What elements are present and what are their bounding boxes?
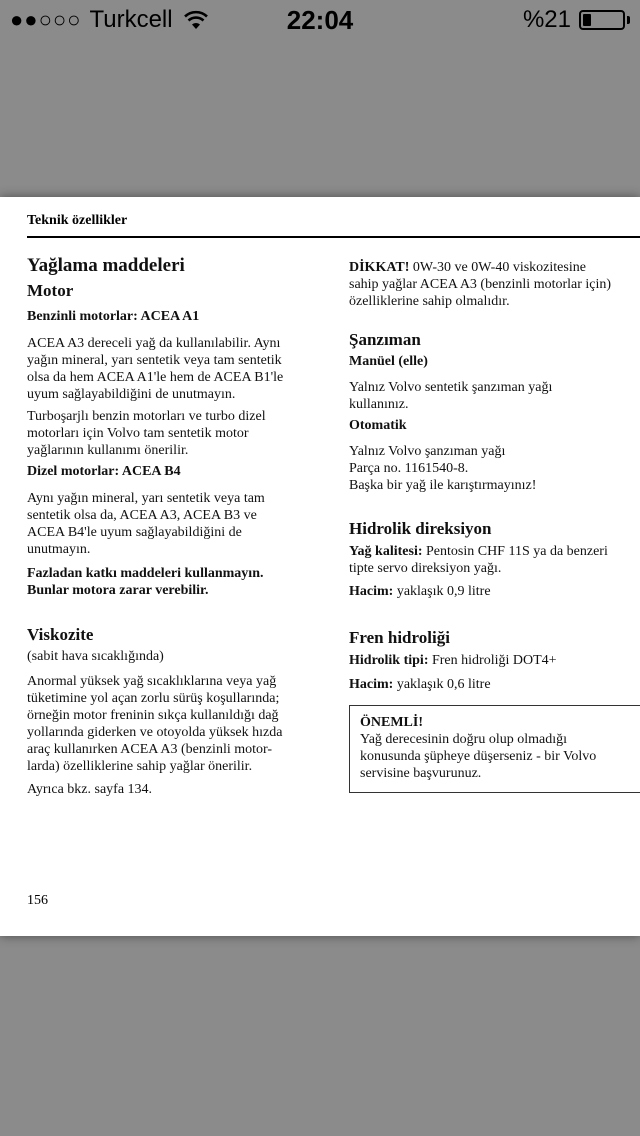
text-line: Yalnız Volvo şanzıman yağı	[349, 444, 506, 459]
left-column	[27, 257, 327, 798]
battery-percentage: %21	[522, 6, 571, 33]
brake-volume-label: Hacim:	[349, 677, 394, 692]
steering-quality	[349, 543, 640, 577]
steering-quality-value: Pentosin CHF 11S ya da benzeri	[422, 544, 608, 559]
petrol-paragraph-2	[27, 408, 327, 459]
text-line: örneğin motor freninin sıkça kullanıldığı dağ	[27, 708, 279, 723]
page-header: Teknik özellikler	[27, 213, 128, 228]
text-line: motorları için Volvo tam sentetik motor	[27, 426, 249, 441]
automatic-heading: Otomatik	[349, 418, 407, 433]
page-number: 156	[27, 893, 48, 908]
automatic-paragraph	[349, 443, 640, 494]
text-line: Parça no. 1161540-8.	[349, 461, 469, 476]
manual-paragraph	[349, 379, 640, 413]
carrier-name: Turkcell	[89, 6, 173, 33]
status-bar	[0, 0, 640, 40]
signal-strength-icon: ●●○○○	[10, 7, 82, 32]
text-line: sentetik olsa da, ACEA A3, ACEA B3 ve	[27, 508, 257, 523]
text-line: servisine başvurunuz.	[360, 766, 482, 781]
text-line: tüketimine yol açan zorlu sürüş koşullarında;	[27, 691, 280, 706]
text-line: kullanınız.	[349, 397, 409, 412]
battery-tip	[627, 16, 630, 24]
brake-volume-value: yaklaşık 0,6 litre	[393, 677, 491, 692]
text-line: uyum sağlayabildiğini de unutmayın.	[27, 387, 236, 402]
text-line: ACEA A3 dereceli yağ da kullanılabilir. Aynı	[27, 336, 281, 351]
steering-volume-label: Hacim:	[349, 584, 394, 599]
steering-heading: Hidrolik direksiyon	[349, 519, 492, 538]
document-page	[0, 197, 640, 936]
text-line: Anormal yüksek yağ sıcaklıklarına veya yağ	[27, 674, 277, 689]
petrol-paragraph-1	[27, 335, 327, 403]
diesel-heading: Dizel motorlar: ACEA B4	[27, 464, 181, 479]
text-line: Yalnız Volvo sentetik şanzıman yağı	[349, 380, 553, 395]
caution-text: 0W-30 ve 0W-40 viskozitesine	[409, 260, 586, 275]
steering-quality-label: Yağ kalitesi:	[349, 544, 423, 559]
important-note-box	[349, 705, 640, 793]
caution-paragraph	[349, 259, 640, 310]
header-rule	[27, 236, 640, 238]
caution-label: DİKKAT!	[349, 260, 410, 275]
brake-type-value: Fren hidroliği DOT4+	[428, 653, 557, 668]
text-line: larda) özelliklerine sahip yağlar önerilir.	[27, 759, 253, 774]
text-line: yağlarının kullanımı önerilir.	[27, 443, 189, 458]
diesel-paragraph	[27, 490, 327, 558]
see-also-text: Ayrıca bkz. sayfa 134.	[27, 782, 153, 797]
text-line: Fazladan katkı maddeleri kullanmayın.	[27, 566, 264, 581]
steering-volume	[349, 583, 640, 600]
text-line: yağın mineral, yarı sentetik veya tam sentetik	[27, 353, 282, 368]
brake-volume	[349, 676, 640, 693]
steering-volume-value: yaklaşık 0,9 litre	[393, 584, 491, 599]
viscosity-heading: Viskozite	[27, 625, 94, 644]
text-line: Turboşarjlı benzin motorları ve turbo dizel	[27, 409, 266, 424]
text-line: sahip yağlar ACEA A3 (benzinli motorlar için)	[349, 277, 612, 292]
gearbox-heading: Şanzıman	[349, 330, 421, 349]
text-line: konusunda şüpheye düşerseniz - bir Volvo	[360, 749, 597, 764]
text-line: olsa da hem ACEA A1'le hem de ACEA B1'le	[27, 370, 284, 385]
battery-level	[583, 14, 591, 26]
text-line: araç kullanırken ACEA A3 (benzinli motor-	[27, 742, 273, 757]
text-line: Bunlar motora zarar verebilir.	[27, 583, 209, 598]
text-line	[349, 543, 640, 560]
brake-heading: Fren hidroliği	[349, 628, 450, 647]
viscosity-note: (sabit hava sıcaklığında)	[27, 649, 164, 664]
text-line: yollarında giderken ve otoyolda yüksek hızda	[27, 725, 283, 740]
text-line: Başka bir yağ ile karıştırmayınız!	[349, 478, 537, 493]
battery-icon	[579, 10, 625, 30]
warning-text	[27, 565, 327, 599]
section-title: Yağlama maddeleri	[27, 255, 185, 276]
viscosity-paragraph	[27, 673, 327, 775]
text-line: Yağ derecesinin doğru olup olmadığı	[360, 732, 567, 747]
text-line: tipte servo direksiyon yağı.	[349, 561, 502, 576]
text-line: özelliklerine sahip olmalıdır.	[349, 294, 510, 309]
text-line: Aynı yağın mineral, yarı sentetik veya tam	[27, 491, 265, 506]
brake-type	[349, 652, 640, 669]
motor-heading: Motor	[27, 281, 74, 300]
clock: 22:04	[286, 5, 354, 35]
text-line: unutmayın.	[27, 542, 91, 557]
text-line	[349, 259, 640, 276]
manual-heading: Manüel (elle)	[349, 354, 428, 369]
important-label: ÖNEMLİ!	[360, 715, 423, 730]
brake-type-label: Hidrolik tipi:	[349, 653, 429, 668]
right-column	[349, 259, 640, 793]
text-line: ACEA B4'le uyum sağlayabildiğini de	[27, 525, 242, 540]
petrol-heading: Benzinli motorlar: ACEA A1	[27, 309, 200, 324]
